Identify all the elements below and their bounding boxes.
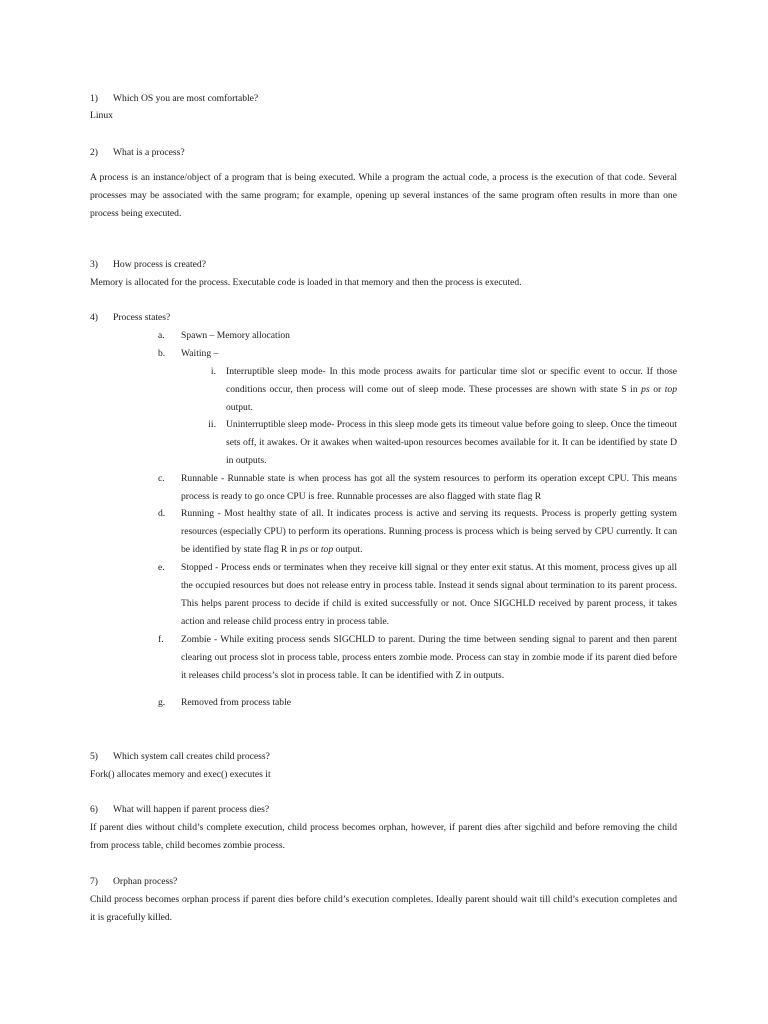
question-number: 5) — [90, 751, 98, 762]
answer-5: Fork() allocates memory and exec() executes it — [90, 769, 271, 780]
question-1 — [90, 90, 258, 108]
question-number: 3) — [90, 259, 98, 270]
question-5 — [90, 748, 270, 766]
list-text: Uninterruptible sleep mode- Process in this sleep mode gets its timeout value before going to sleep. Once the timeout sets off, it awakes. Or it awakes when waited-upon resources becomes available for it. It can be identified by state D in outputs. — [226, 419, 677, 466]
question-number: 7) — [90, 876, 98, 887]
question-text: Which system call creates child process? — [113, 751, 270, 762]
question-text: Process states? — [113, 312, 171, 323]
list-marker: i. — [210, 366, 216, 377]
list-marker: c. — [158, 473, 165, 484]
question-2 — [90, 144, 185, 162]
list-text: Runnable - Runnable state is when process has got all the system resources to perform its operation except CPU. This means process is ready to go once CPU is free. Runnable processes are also flagged with state flag R — [181, 473, 677, 502]
list-text: Running - Most healthy state of all. It indicates process is active and serving its requests. Process is properly getting system resources (especially CPU) to perform its operations. Running process is process which is being served by CPU currently. It can be identified by state flag R in ps or top output. — [181, 508, 677, 555]
list-marker: a. — [158, 330, 165, 341]
list-text: Interruptible sleep mode- In this mode process awaits for particular time slot or specific event to occur. If those conditions occur, then process will come out of sleep mode. These processes are shown with state S in ps or top output. — [226, 366, 677, 413]
answer-7: Child process becomes orphan process if parent dies before child’s execution completes. Ideally parent should wait till child’s execution completes and it is gracefully killed. — [90, 894, 677, 923]
list-text: Spawn – Memory allocation — [181, 330, 290, 341]
list-text: Waiting – — [181, 348, 219, 359]
list-marker: g. — [158, 697, 166, 708]
list-text: Removed from process table — [181, 697, 292, 708]
question-7 — [90, 873, 177, 891]
answer-2: A process is an instance/object of a program that is being executed. While a program the actual code, a process is the execution of that code. Several processes may be associated with the same program; for example, opening up several instances of the same program often results in more than one process being executed. — [90, 172, 677, 219]
answer-6: If parent dies without child’s complete execution, child process becomes orphan, however, if parent dies after sigchild and before removing the child from process table, child becomes zombie process. — [90, 822, 677, 851]
list-text: Stopped - Process ends or terminates when they receive kill signal or they enter exit status. At this moment, process gives up all the occupied resources but does not release entry in process table. Instead it sends signal about termination to its parent process. This helps parent process to decide if child is exited successfully or not. Once SIGCHLD received by parent process, it takes action and release child process entry in process table. — [181, 562, 677, 627]
answer-3: Memory is allocated for the process. Executable code is loaded in that memory and then the process is executed. — [90, 277, 522, 288]
list-marker: d. — [158, 508, 166, 519]
list-text: Zombie - While exiting process sends SIGCHLD to parent. During the time between sending signal to parent and then parent clearing out process slot in process table, process enters zombie mode. Process can stay in zombie mode if its parent died before it releases child process’s slot in process table. It can be identified with Z in outputs. — [181, 634, 677, 681]
question-text: What is a process? — [113, 147, 185, 158]
question-4 — [90, 309, 170, 327]
question-number: 4) — [90, 312, 98, 323]
list-marker: f. — [158, 634, 164, 645]
question-text: How process is created? — [113, 259, 206, 270]
question-text: Orphan process? — [113, 876, 178, 887]
list-marker: b. — [158, 348, 166, 359]
question-number: 1) — [90, 93, 98, 104]
question-3 — [90, 256, 206, 274]
list-marker: e. — [158, 562, 165, 573]
question-text: What will happen if parent process dies? — [113, 804, 270, 815]
list-marker: ii. — [208, 419, 216, 430]
answer-1: Linux — [90, 110, 113, 121]
question-text: Which OS you are most comfortable? — [113, 93, 259, 104]
question-number: 6) — [90, 804, 98, 815]
question-6 — [90, 801, 269, 819]
question-number: 2) — [90, 147, 98, 158]
